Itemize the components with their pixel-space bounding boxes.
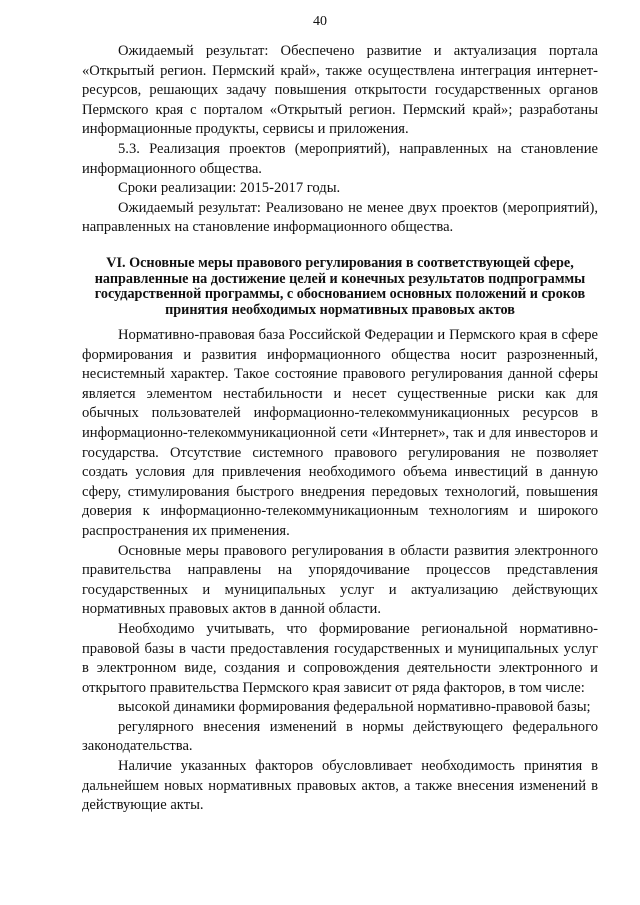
list-item-federal-dynamics: высокой динамики формирования федеральной нормативно-правовой базы; bbox=[118, 699, 591, 716]
paragraph-expected-result-projects: Ожидаемый результат: Реализовано не менее двух проектов (мероприятий), направленных на становление информационного общества. bbox=[82, 199, 598, 236]
paragraph-main-measures: Основные меры правового регулирования в области развития электронного правительства направлены на упорядочивание процессов представления государственных и муниципальных услуг и актуализацию действующих нормативных правовых актов в данной области. bbox=[82, 542, 598, 618]
paragraph-implementation-period: Сроки реализации: 2015-2017 годы. bbox=[118, 180, 341, 197]
section-heading: VI. Основные меры правового регулирования в соответствующей сфере, направленные на достижение целей и конечных результатов подпрограммы государственной программы, с обоснованием основных положений и сроков принятия необходимых нормативных правовых актов bbox=[94, 255, 586, 318]
paragraph-factors-intro: Необходимо учитывать, что формирование региональной нормативно-правовой базы в части предоставления государственных и муниципальных услуг в электронном виде, создания и сопровождения деятельности электронного и открытого правительства Пермского края зависит от ряда факторов, в том числе: bbox=[82, 620, 598, 696]
top-text-block bbox=[82, 42, 598, 238]
section-heading-block bbox=[82, 256, 598, 318]
body-text-block bbox=[82, 326, 598, 816]
page-number: 40 bbox=[313, 14, 327, 29]
paragraph-item-5-3: 5.3. Реализация проектов (мероприятий), направленных на становление информационного общества. bbox=[82, 140, 598, 177]
list-item-legislation-changes: регулярного внесения изменений в нормы действующего федерального законодательства. bbox=[82, 718, 598, 755]
paragraph-expected-result-portal: Ожидаемый результат: Обеспечено развитие и актуализация портала «Открытый регион. Пермский край», также осуществлена интеграция интернет-ресурсов, решающих задачу повышения открытости государственных органов Пермского края с порталом «Открытый регион. Пермский край»; разработаны информационные продукты, сервисы и приложения. bbox=[82, 43, 598, 138]
paragraph-legal-base: Нормативно-правовая база Российской Федерации и Пермского края в сфере формирования и развития информационного общества носит разрозненный, несистемный характер. Такое состояние правового регулирования данной сферы является элементом нестабильности и несет существенные риски как для обычных пользователей информационно-телекоммуникационных ресурсов в информационно-телекоммуникационной сети «Интернет», так и для инвесторов и государства. Отсутствие системного правового регулирования не позволяет создать условия для привлечения необходимого объема инвестиций в данную сферу, стимулирования быстрого внедрения передовых технологий, повышения доверия к информационно-телекоммуникационным технологиям и широкого распространения их применения. bbox=[82, 327, 598, 539]
paragraph-conclusion: Наличие указанных факторов обусловливает необходимость принятия в дальнейшем новых нормативных правовых актов, а также внесения изменений в действующие акты. bbox=[82, 758, 598, 814]
